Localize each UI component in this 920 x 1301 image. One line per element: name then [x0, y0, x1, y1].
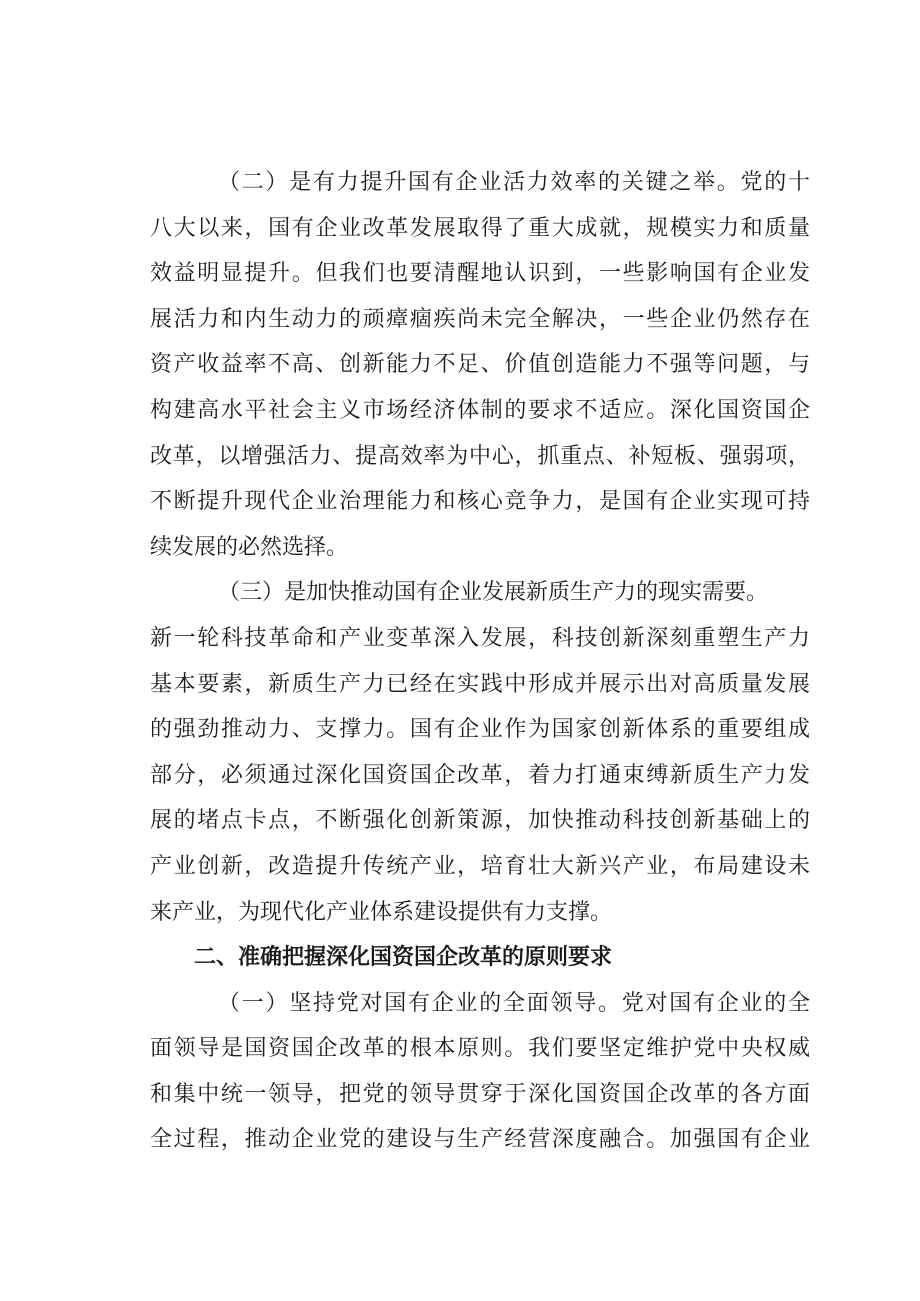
paragraph-section-next	[150, 981, 810, 1163]
text-line: 续发展的必然选择。	[150, 534, 349, 560]
text-line: 不断提升现代企业治理能力和核心竞争力，是国有企业实现可持	[150, 489, 810, 515]
text-line: 基本要素，新质生产力已经在实践中形成并展示出对高质量发展	[150, 671, 810, 697]
text-line: 产业创新，改造提升传统产业，培育壮大新兴产业，布局建设未	[150, 853, 810, 879]
text-line: 展的堵点卡点，不断强化创新策源，加快推动科技创新基础上的	[150, 808, 810, 834]
section-heading: 二、准确把握深化国资国企改革的原则要求	[194, 945, 613, 971]
document-body	[150, 160, 810, 1163]
text-line: 的强劲推动力、支撑力。国有企业作为国家创新体系的重要组成	[150, 717, 810, 743]
text-line: 效益明显提升。但我们也要清醒地认识到，一些影响国有企业发	[150, 261, 810, 287]
text-line: 部分，必须通过深化国资国企改革，着力打通束缚新质生产力发	[150, 762, 810, 788]
text-line: （二）是有力提升国有企业活力效率的关键之举。党的十	[218, 170, 810, 195]
text-line: 新一轮科技革命和产业变革深入发展，科技创新深刻重塑生产力	[150, 625, 810, 651]
text-line: 资产收益率不高、创新能力不足、价值创造能力不强等问题，与	[150, 352, 810, 378]
text-line: 和集中统一领导，把党的领导贯穿于深化国资国企改革的各方面	[150, 1081, 810, 1107]
text-line: 构建高水平社会主义市场经济体制的要求不适应。深化国资国企	[150, 397, 810, 423]
text-line: 全过程，推动企业党的建设与生产经营深度融合。加强国有企业	[150, 1127, 810, 1153]
text-line: 面领导是国资国企改革的根本原则。我们要坚定维护党中央权威	[150, 1036, 810, 1062]
text-line: 八大以来，国有企业改革发展取得了重大成就，规模实力和质量	[150, 215, 810, 241]
text-line: （三）是加快推动国有企业发展新质生产力的现实需要。	[218, 580, 769, 606]
text-line: 展活力和内生动力的顽瘴痼疾尚未完全解决，一些企业仍然存在	[150, 306, 810, 332]
paragraph-section-3	[150, 570, 810, 935]
text-line: （一）坚持党对国有企业的全面领导。党对国有企业的全	[218, 990, 810, 1016]
text-line: 改革，以增强活力、提高效率为中心，抓重点、补短板、强弱项，	[150, 443, 810, 469]
text-line: 来产业，为现代化产业体系建设提供有力支撑。	[150, 899, 613, 925]
paragraph-section-2	[150, 160, 810, 570]
